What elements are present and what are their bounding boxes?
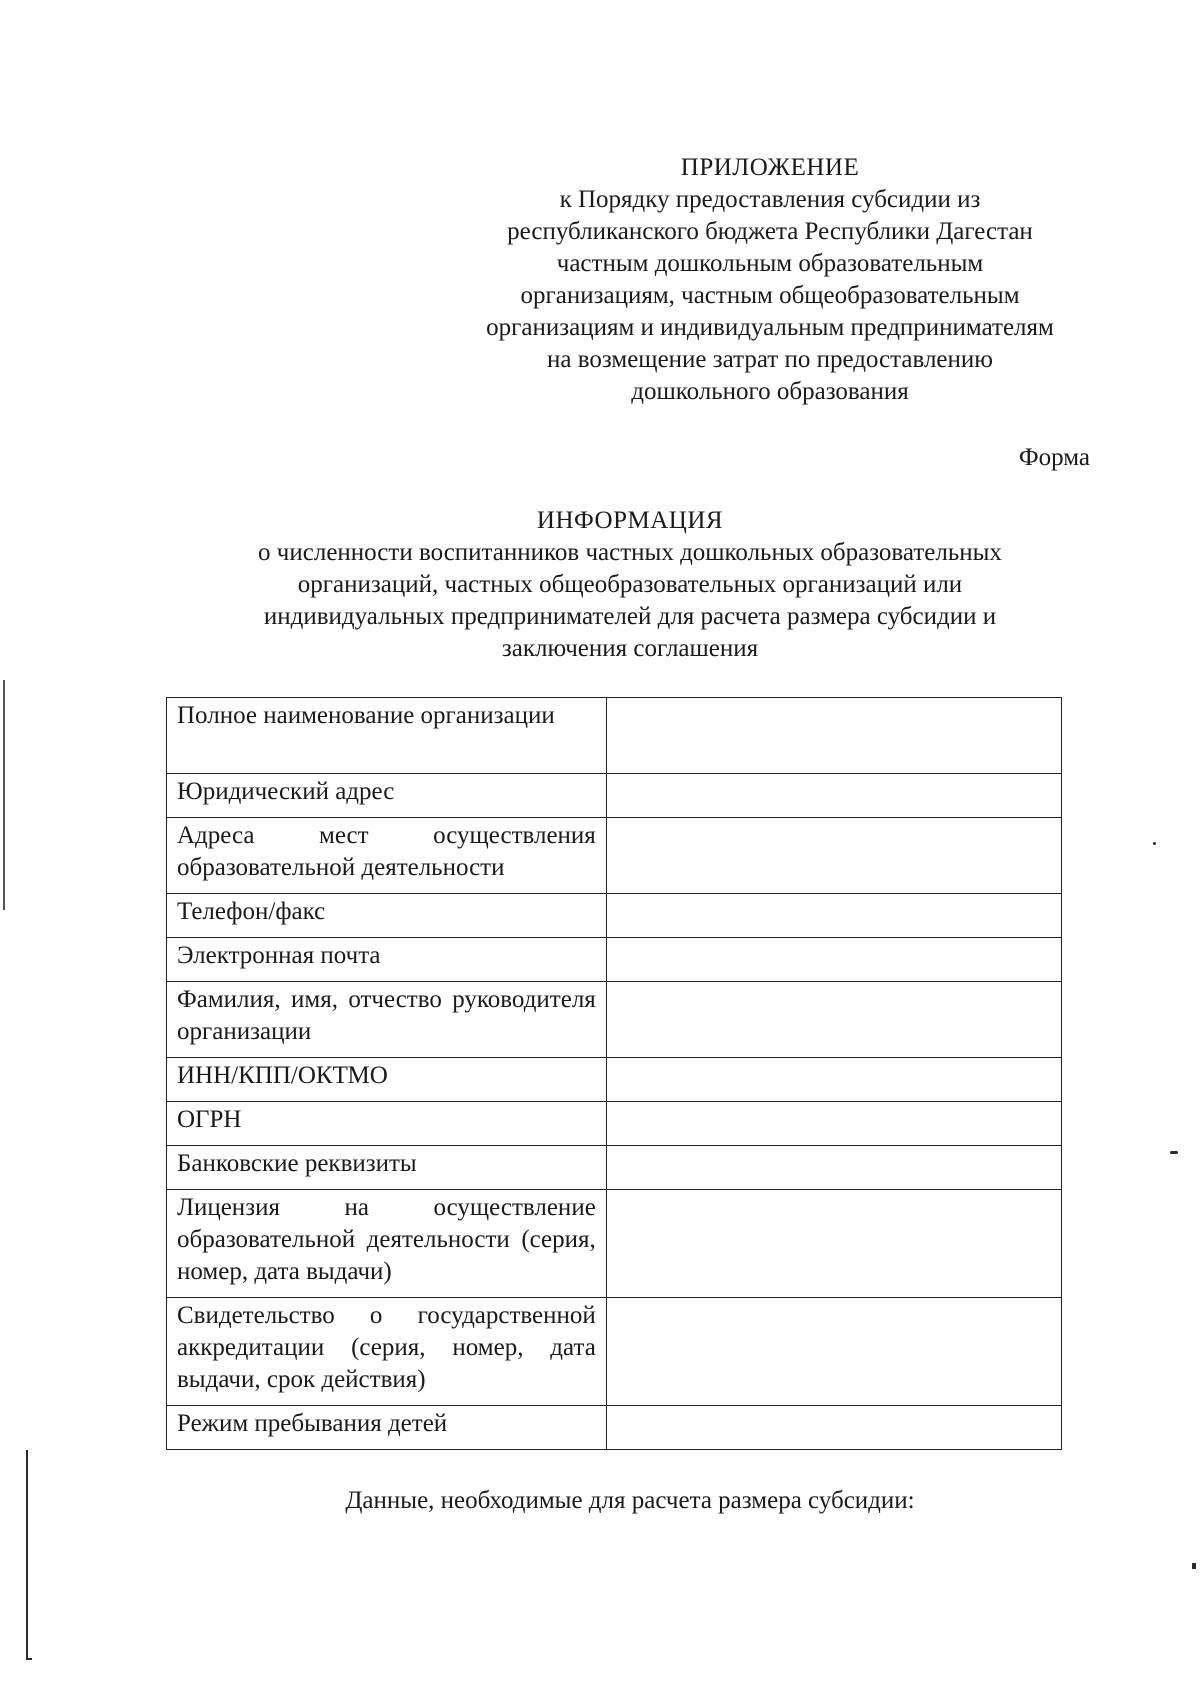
- row-value-accreditation[interactable]: [606, 1298, 1061, 1406]
- row-label-email: Электронная почта: [167, 938, 607, 982]
- row-value-stay-mode[interactable]: [606, 1406, 1061, 1450]
- appendix-line: организациям, частным общеобразовательным: [520, 282, 1020, 309]
- table-row: [167, 1406, 1062, 1450]
- appendix-line: организациям и индивидуальным предпринимателям: [486, 314, 1054, 341]
- appendix-title: ПРИЛОЖЕНИЕ: [680, 154, 860, 181]
- table-row: [167, 1102, 1062, 1146]
- info-line: индивидуальных предпринимателей для расчета размера субсидии и: [263, 603, 997, 630]
- row-value-ogrn[interactable]: [606, 1102, 1061, 1146]
- scan-speck: [1170, 1151, 1178, 1154]
- calc-data-heading: Данные, необходимые для расчета размера субсидии:: [345, 1487, 915, 1514]
- row-value-activity-addresses[interactable]: [606, 818, 1061, 894]
- row-label-director-name: Фамилия, имя, отчество руководителя организации: [167, 982, 607, 1058]
- organization-info-table: [166, 697, 1062, 1450]
- row-value-legal-address[interactable]: [606, 774, 1061, 818]
- table-row: [167, 818, 1062, 894]
- scan-edge-line-top: [3, 680, 5, 910]
- row-value-full-name[interactable]: [606, 698, 1061, 774]
- table-row: [167, 1298, 1062, 1406]
- row-value-license[interactable]: [606, 1190, 1061, 1298]
- row-label-full-name: Полное наименование организации: [167, 698, 607, 774]
- appendix-line: республиканского бюджета Республики Дагестан: [507, 218, 1033, 245]
- row-value-director-name[interactable]: [606, 982, 1061, 1058]
- table-row: [167, 1190, 1062, 1298]
- appendix-line: дошкольного образования: [631, 378, 909, 405]
- scan-speck: [1192, 1563, 1196, 1569]
- row-value-inn-kpp-oktmo[interactable]: [606, 1058, 1061, 1102]
- row-value-bank-details[interactable]: [606, 1146, 1061, 1190]
- info-title: ИНФОРМАЦИЯ: [536, 507, 724, 534]
- appendix-header: [440, 152, 1100, 408]
- row-label-stay-mode: Режим пребывания детей: [167, 1406, 607, 1450]
- table-row: [167, 698, 1062, 774]
- scan-edge-line-bottom: [26, 1450, 28, 1660]
- appendix-line: на возмещение затрат по предоставлению: [547, 346, 993, 373]
- table-row: [167, 774, 1062, 818]
- info-heading: [150, 505, 1110, 665]
- info-line: организаций, частных общеобразовательных организаций или: [297, 571, 963, 598]
- row-label-accreditation: Свидетельство о государственной аккредитации (серия, номер, дата выдачи, срок действия): [167, 1298, 607, 1406]
- table-row: [167, 938, 1062, 982]
- form-label: Форма: [1018, 444, 1090, 471]
- appendix-line: к Порядку предоставления субсидии из: [559, 186, 981, 213]
- table-row: [167, 894, 1062, 938]
- row-label-activity-addresses: Адреса мест осуществления образовательной деятельности: [167, 818, 607, 894]
- table-row: [167, 1058, 1062, 1102]
- table-row: [167, 1146, 1062, 1190]
- row-value-phone-fax[interactable]: [606, 894, 1061, 938]
- info-line: о численности воспитанников частных дошкольных образовательных: [258, 539, 1002, 566]
- table-row: [167, 982, 1062, 1058]
- row-label-phone-fax: Телефон/факс: [167, 894, 607, 938]
- scan-speck: [1153, 842, 1156, 845]
- row-label-bank-details: Банковские реквизиты: [167, 1146, 607, 1190]
- appendix-line: частным дошкольным образовательным: [556, 250, 984, 277]
- row-label-license: Лицензия на осуществление образовательной деятельности (серия, номер, дата выдачи): [167, 1190, 607, 1298]
- row-value-email[interactable]: [606, 938, 1061, 982]
- info-line: заключения соглашения: [501, 635, 759, 662]
- row-label-legal-address: Юридический адрес: [167, 774, 607, 818]
- row-label-inn-kpp-oktmo: ИНН/КПП/ОКТМО: [167, 1058, 607, 1102]
- scan-edge-tick: [26, 1658, 32, 1660]
- row-label-ogrn: ОГРН: [167, 1102, 607, 1146]
